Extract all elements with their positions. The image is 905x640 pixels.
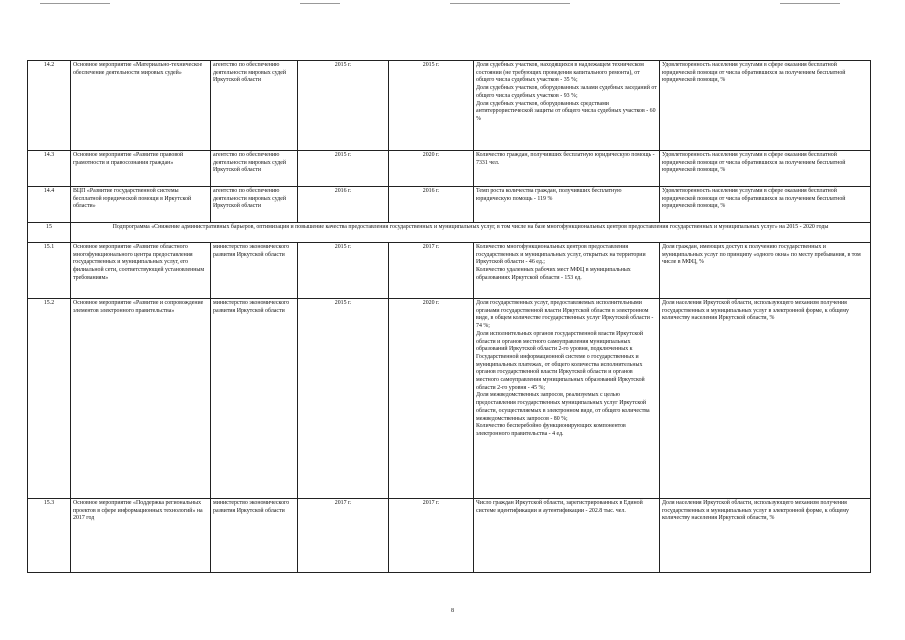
executor: министерство экономического развития Иркутской области bbox=[211, 299, 298, 499]
end-year: 2020 г. bbox=[389, 151, 474, 187]
row-number: 15.2 bbox=[28, 299, 71, 499]
executor: агентство по обеспечению деятельности мировых судей Иркутской области bbox=[211, 187, 298, 223]
table-row bbox=[28, 299, 871, 499]
indicators: Число граждан Иркутской области, зарегистрированных в Единой системе идентификации и аутентификации - 202.8 тыс. чел. bbox=[474, 499, 660, 573]
measure-name: ВЦП «Развитие государственной системы бесплатной юридической помощи в Иркутской области» bbox=[71, 187, 211, 223]
measure-name: Основное мероприятие «Материально-техническое обеспечение деятельности мировых судей» bbox=[71, 61, 211, 151]
measure-name: Основное мероприятие «Развитие и сопровождение элементов электронного правительства» bbox=[71, 299, 211, 499]
end-year: 2016 г. bbox=[389, 187, 474, 223]
row-number: 15.3 bbox=[28, 499, 71, 573]
end-year: 2017 г. bbox=[389, 243, 474, 299]
indicators: Количество граждан, получивших бесплатную юридическую помощь - 7331 чел. bbox=[474, 151, 660, 187]
indicators: Доля судебных участков, находящихся в надлежащем техническом состоянии (не требующих проведения капитального ремонта), от общего числа судебных участков - 35 %; Доля судебных участков, оборудованных залами судебных заседаний от общего числа судебных участков - 93 %; Доля судебных участков, оборудованных средствами антитеррористической защиты от общего числа судебных участков - 60 % bbox=[474, 61, 660, 151]
end-year: 2015 г. bbox=[389, 61, 474, 151]
executor: агентство по обеспечению деятельности мировых судей Иркутской области bbox=[211, 151, 298, 187]
indicators: Темп роста количества граждан, получивших бесплатную юридическую помощь - 119 % bbox=[474, 187, 660, 223]
indicators: Количество многофункциональных центров предоставления государственных и муниципальных услуг, открытых на территории Иркутской области - 46 ед.; Количество удаленных рабочих мест МФЦ в муниципальных образованиях Иркутской области - 153 ед. bbox=[474, 243, 660, 299]
measures-table bbox=[27, 60, 871, 573]
row-number: 15.1 bbox=[28, 243, 71, 299]
executor: министерство экономического развития Иркутской области bbox=[211, 243, 298, 299]
table-row bbox=[28, 61, 871, 151]
scan-edge-line bbox=[780, 3, 840, 4]
row-number: 14.2 bbox=[28, 61, 71, 151]
target-indicator: Удовлетворенность населения услугами в сфере оказания бесплатной юридической помощи от числа обратившихся за получением бесплатной юридической помощи, % bbox=[660, 61, 871, 151]
table-row bbox=[28, 243, 871, 299]
target-indicator: Доля населения Иркутской области, использующего механизм получения государственных и муниципальных услуг в электронной форме, к общему количеству населения Иркутской области, % bbox=[660, 499, 871, 573]
subprogram-number: 15 bbox=[28, 223, 71, 243]
scan-edge-line bbox=[450, 3, 570, 4]
start-year: 2015 г. bbox=[298, 243, 389, 299]
end-year: 2017 г. bbox=[389, 499, 474, 573]
row-number: 14.4 bbox=[28, 187, 71, 223]
table-row bbox=[28, 499, 871, 573]
start-year: 2015 г. bbox=[298, 151, 389, 187]
page-number: 8 bbox=[451, 608, 454, 614]
executor: агентство по обеспечению деятельности мировых судей Иркутской области bbox=[211, 61, 298, 151]
measure-name: Основное мероприятие «Развитие областного многофункционального центра предоставления государственных и муниципальных услуг, его филиальной сети, соответствующей установленным требованиям» bbox=[71, 243, 211, 299]
scan-edge-line bbox=[300, 3, 340, 4]
table-row bbox=[28, 151, 871, 187]
table-row bbox=[28, 187, 871, 223]
subprogram-title: Подпрограмма «Снижение административных барьеров, оптимизация и повышение качества предоставления государственных и муниципальных услуг, в том числе на базе многофункциональных центров предоставления государственных и муниципальных услуг» на 2015 - 2020 годы bbox=[71, 223, 871, 243]
target-indicator: Удовлетворенность населения услугами в сфере оказания бесплатной юридической помощи от числа обратившихся за получением бесплатной юридической помощи, % bbox=[660, 187, 871, 223]
end-year: 2020 г. bbox=[389, 299, 474, 499]
subprogram-row bbox=[28, 223, 871, 243]
scan-edge-line bbox=[40, 3, 110, 4]
start-year: 2015 г. bbox=[298, 299, 389, 499]
start-year: 2017 г. bbox=[298, 499, 389, 573]
measure-name: Основное мероприятие «Поддержка региональных проектов в сфере информационных технологий» на 2017 год bbox=[71, 499, 211, 573]
target-indicator: Доля граждан, имеющих доступ к получению государственных и муниципальных услуг по принципу «одного окна» по месту пребывания, в том числе в МФЦ, % bbox=[660, 243, 871, 299]
indicators: Доля государственных услуг, предоставляемых исполнительными органами государственной власти Иркутской области в электронном виде, в общем количестве государственных услуг Иркутской области - 74 %; Доля исполнительных органов государственной власти Иркутской области и органов местного самоуправления муниципальных образований Иркутской области 2-го уровня, подключенных к Государственной информационной системе о государственных и муниципальных платежах, от общего количества исполнительных органов государственной власти Иркутской области и органов местного самоуправления муниципальных образований Иркутской области 2-го уровня - 45 %; Доля межведомственных запросов, реализуемых с целью предоставления государственных муниципальных услуг Иркутской области, осуществляемых в электронном виде, от общего количества межведомственных запросов - 80 %; Количество бесперебойно функционирующих компонентов электронного правительства - 4 ед. bbox=[474, 299, 660, 499]
start-year: 2016 г. bbox=[298, 187, 389, 223]
target-indicator: Удовлетворенность населения услугами в сфере оказания бесплатной юридической помощи от числа обратившихся за получением бесплатной юридической помощи, % bbox=[660, 151, 871, 187]
start-year: 2015 г. bbox=[298, 61, 389, 151]
target-indicator: Доля населения Иркутской области, использующего механизм получения государственных и муниципальных услуг в электронной форме, к общему количеству населения Иркутской области, % bbox=[660, 299, 871, 499]
row-number: 14.3 bbox=[28, 151, 71, 187]
measure-name: Основное мероприятие «Развитие правовой грамотности и правосознания граждан» bbox=[71, 151, 211, 187]
executor: министерство экономического развития Иркутской области bbox=[211, 499, 298, 573]
